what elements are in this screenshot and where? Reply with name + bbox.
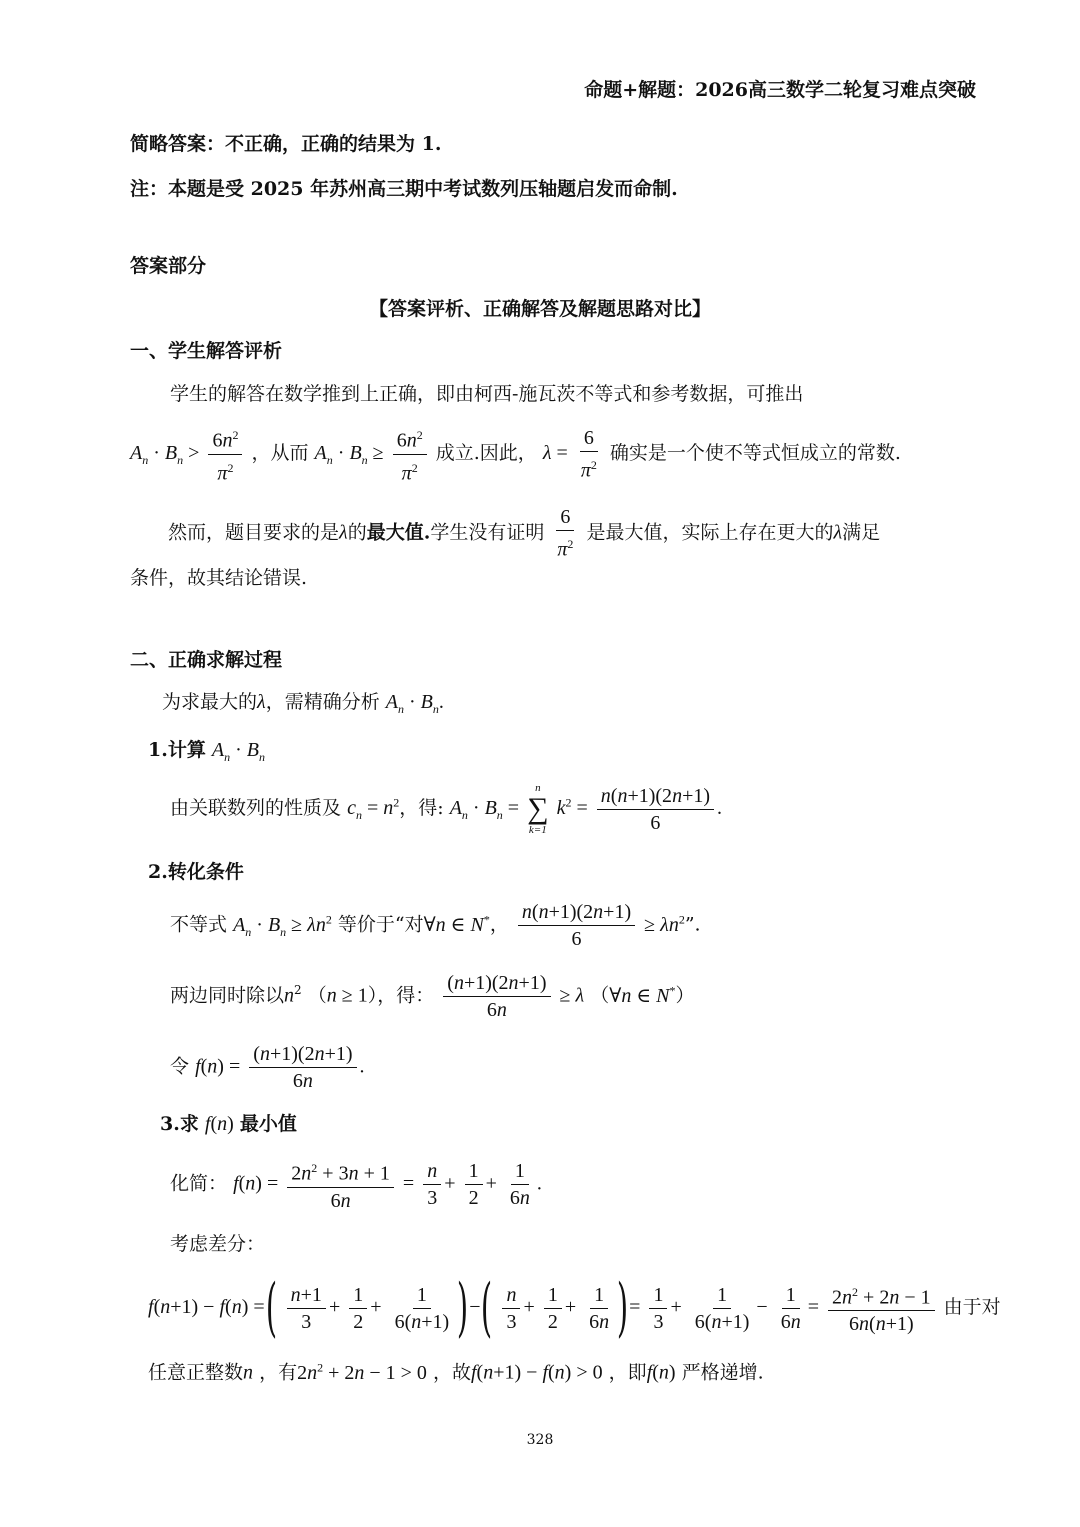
page-number: 328 [526,1432,554,1448]
summation: n ∑ k=1 [527,782,549,836]
step3-simplify: 化简： f(n) = $\frac{2n^2 + 3n + 1}{6n}$ = $\frac{n}{3}$ + $\frac{1}{2}$ + $\frac{1}{6n}$ . [170,1157,542,1212]
step2-line-3: 令 f(n) = $\frac{(n+1)(2n+1)}{6n}$ . [170,1043,365,1092]
fraction: $\frac{1}{6n}$ [509,1159,530,1209]
fraction: $\frac{n+1}{3}$ [287,1284,326,1333]
fraction: $\frac{1}{2}$ [465,1160,483,1209]
fraction: $\frac{n}{3}$ [502,1284,520,1333]
note: 注：本题是受 2025 年苏州高三期中考试数列压轴题启发而命制. [130,178,678,200]
step1-title: 1.计算 $A_n \cdot B_n$ [148,739,265,764]
answer-part-heading: 答案部分 [130,255,207,277]
fraction: $\frac{n(n+1)(2n+1)}{6}$ [597,785,714,834]
step1-formula: 由关联数列的性质及 $c_n = n^2$，得: $A_n \cdot B_n$ = n ∑ k=1 $k^2$ = $\frac{n(n+1)(2n+1)}{6}$ . [170,782,723,836]
section1-heading: 一、学生解答评析 [130,340,283,362]
fraction: $\frac{1}{2}$ [349,1284,367,1333]
step3-difference-formula: f(n+1) − f(n) =( $\frac{n+1}{3}$ + $\frac{1}{2}$ + $\frac{1}{6(n+1)}$ )−( $\frac{n}{3}$ + $\frac{1}{2}$ + $\frac{1}{6n}$ )= $\frac{1}{3}$ + $\frac{1}{6(n+1)}$ − $\frac{1}{6n}$ = $\frac{2n^2 + 2n - 1}{6n(n+1)}$ 由于对 [148,1271,1001,1345]
fraction: $\frac{n}{3}$ [423,1160,441,1209]
step2-line-1: 不等式 $A_n \cdot B_n \ge \lambda n^2$ 等价于“对∀n ∈ N*， $\frac{n(n+1)(2n+1)}{6}$ ≥ $\lambda n^2$”. [170,901,701,950]
step3-difference-label: 考虑差分： [170,1233,266,1255]
fraction: $\frac{(n+1)(2n+1)}{6n}$ [443,972,550,1021]
step3-conclusion: 任意正整数n ，有$2n^2 + 2n - 1 > 0$ ，故f(n+1) − f(n) > 0 ，即f(n) 严格递增. [148,1360,764,1384]
fraction: $\frac{6}{\pi^2}$ [580,426,597,482]
section1-paragraph-3: 然而，题目要求的是λ的最大值.学生没有证明 $\frac{6}{\pi^2}$ 是最大值，实际上存在更大的λ满足 [168,506,881,561]
fraction: $\frac{n(n+1)(2n+1)}{6}$ [518,901,635,950]
fraction: $\frac{6n^2}{\pi^2}$ [208,424,242,484]
fraction: $\frac{1}{6n}$ [589,1283,610,1333]
fraction: $\frac{1}{6(n+1)}$ [394,1283,450,1333]
step3-title: 3.求 f(n) 最小值 [160,1113,297,1135]
fraction: $\frac{2n^2 + 2n - 1}{6n(n+1)}$ [828,1281,935,1336]
center-title: 【答案评析、正确解答及解题思路对比】 [368,298,711,320]
section1-formula-line: $A_n \cdot B_n$ > $\frac{6n^2}{\pi^2}$ ，从而 $A_n \cdot B_n$ ≥ $\frac{6n^2}{\pi^2}$ 成立.因此， λ = $\frac{6}{\pi^2}$ 确实是一个使不等式恒成立的常数. [130,424,901,484]
section2-intro: 为求最大的λ，需精确分析 $A_n \cdot B_n$. [162,691,444,716]
running-header: 命题+解题：2026高三数学二轮复习难点突破 [584,79,976,101]
fraction: $\frac{6n^2}{\pi^2}$ [393,424,427,484]
step2-line-2: 两边同时除以$n^2$ （n ≥ 1），得： $\frac{(n+1)(2n+1)}{6n}$ ≥ λ （∀n ∈ N*） [170,972,695,1021]
fraction: $\frac{1}{6(n+1)}$ [694,1283,750,1333]
section2-heading: 二、正确求解过程 [130,649,283,671]
fraction: $\frac{1}{2}$ [544,1284,562,1333]
fraction: $\frac{1}{6n}$ [780,1283,801,1333]
brief-answer: 简略答案：不正确，正确的结果为 1. [130,133,442,155]
fraction: $\frac{(n+1)(2n+1)}{6n}$ [249,1043,356,1092]
section1-paragraph-4: 条件，故其结论错误. [130,567,308,589]
section1-paragraph-1: 学生的解答在数学推到上正确，即由柯西-施瓦茨不等式和参考数据，可推出 [170,383,804,405]
step2-title: 2.转化条件 [148,861,244,883]
fraction: $\frac{2n^2 + 3n + 1}{6n}$ [287,1157,394,1212]
fraction: $\frac{6}{\pi^2}$ [557,506,574,561]
fraction: $\frac{1}{3}$ [649,1284,667,1333]
